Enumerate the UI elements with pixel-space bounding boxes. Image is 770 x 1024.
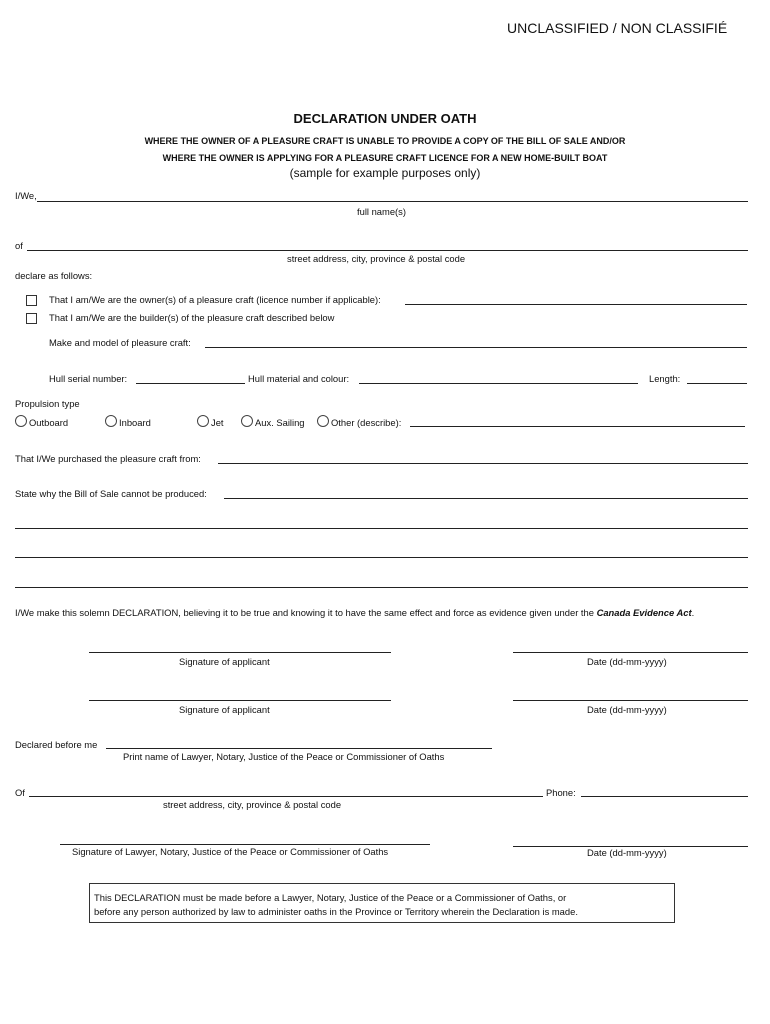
of-label: of — [15, 240, 23, 251]
form-subtitle-2: WHERE THE OWNER IS APPLYING FOR A PLEASURE CRAFT LICENCE FOR A NEW HOME-BUILT BOAT — [162, 153, 608, 163]
length-field[interactable] — [687, 383, 747, 384]
classification-label: UNCLASSIFIED / NON CLASSIFIÉ — [507, 20, 728, 36]
bill-of-sale-field-4[interactable] — [15, 587, 748, 588]
iwe-label: I/We, — [15, 190, 37, 201]
other-describe-field[interactable] — [410, 426, 745, 427]
official-signature-caption: Signature of Lawyer, Notary, Justice of the Peace or Commissioner of Oaths — [72, 846, 389, 857]
official-name-caption: Print name of Lawyer, Notary, Justice of the Peace or Commissioner of Oaths — [123, 751, 445, 762]
hull-material-field[interactable] — [359, 383, 638, 384]
builder-checkbox[interactable] — [26, 313, 37, 324]
make-model-label: Make and model of pleasure craft: — [49, 337, 191, 348]
bill-of-sale-label: State why the Bill of Sale cannot be produced: — [15, 488, 207, 499]
notice-line-2: before any person authorized by law to administer oaths in the Province or Territory wherein the Declaration is made. — [94, 906, 578, 917]
official-address-field[interactable] — [29, 796, 543, 797]
solemn-end: . — [691, 607, 695, 618]
sample-note: (sample for example purposes only) — [289, 166, 481, 180]
licence-number-field[interactable] — [405, 304, 747, 305]
radio-other[interactable] — [317, 415, 401, 428]
propulsion-label: Propulsion type — [15, 398, 80, 409]
radio-jet-label: Jet — [211, 417, 224, 428]
bill-of-sale-field-3[interactable] — [15, 557, 748, 558]
official-name-field[interactable] — [106, 748, 492, 749]
applicant-date-caption-2: Date (dd-mm-yyyy) — [587, 704, 667, 715]
declare-label: declare as follows: — [15, 270, 93, 281]
radio-aux-sailing-icon — [241, 415, 253, 427]
full-name-caption: full name(s) — [357, 206, 406, 217]
form-title: DECLARATION UNDER OATH — [293, 111, 477, 126]
make-model-field[interactable] — [205, 347, 747, 348]
radio-other-icon — [317, 415, 329, 427]
address-field[interactable] — [27, 250, 748, 251]
phone-field[interactable] — [581, 796, 748, 797]
solemn-text: I/We make this solemn DECLARATION, believing it to be true and knowing it to have the same effect and force as evidence given under the — [15, 607, 594, 618]
radio-aux-sailing-label: Aux. Sailing — [255, 417, 305, 428]
hull-serial-label: Hull serial number: — [49, 373, 128, 384]
official-address-caption: street address, city, province & postal code — [163, 799, 342, 810]
applicant-signature-caption-1: Signature of applicant — [179, 656, 270, 667]
applicant-date-caption-1: Date (dd-mm-yyyy) — [587, 656, 667, 667]
applicant-signature-field-2[interactable] — [89, 700, 391, 701]
bill-of-sale-field-2[interactable] — [15, 528, 748, 529]
length-label: Length: — [649, 373, 681, 384]
official-of-label: Of — [15, 787, 25, 798]
official-signature-field[interactable] — [60, 844, 430, 845]
notice-line-1: This DECLARATION must be made before a Lawyer, Notary, Justice of the Peace or a Commissioner of Oaths, or — [94, 892, 567, 903]
radio-other-label: Other (describe): — [331, 417, 402, 428]
bill-of-sale-field-1[interactable] — [224, 498, 748, 499]
radio-jet[interactable] — [197, 415, 224, 428]
owner-checkbox[interactable] — [26, 295, 37, 306]
radio-outboard-label: Outboard — [29, 417, 69, 428]
applicant-signature-caption-2: Signature of applicant — [179, 704, 270, 715]
full-name-field[interactable] — [37, 201, 748, 202]
radio-inboard-label: Inboard — [119, 417, 151, 428]
canada-evidence-act: Canada Evidence Act — [596, 607, 692, 618]
official-date-caption: Date (dd-mm-yyyy) — [587, 847, 667, 858]
applicant-signature-field-1[interactable] — [89, 652, 391, 653]
applicant-date-field-1[interactable] — [513, 652, 748, 653]
declared-before-label: Declared before me — [15, 739, 98, 750]
builder-label: That I am/We are the builder(s) of the pleasure craft described below — [49, 312, 335, 323]
owner-label: That I am/We are the owner(s) of a pleasure craft (licence number if applicable): — [49, 294, 381, 305]
radio-aux-sailing[interactable] — [241, 415, 305, 428]
purchased-from-label: That I/We purchased the pleasure craft from: — [15, 453, 201, 464]
notice-box — [89, 883, 675, 923]
solemn-declaration — [15, 607, 694, 618]
radio-inboard[interactable] — [105, 415, 151, 428]
radio-outboard-icon — [15, 415, 27, 427]
applicant-date-field-2[interactable] — [513, 700, 748, 701]
purchased-from-field[interactable] — [218, 463, 748, 464]
radio-inboard-icon — [105, 415, 117, 427]
hull-material-label: Hull material and colour: — [248, 373, 350, 384]
phone-label: Phone: — [546, 787, 576, 798]
radio-outboard[interactable] — [15, 415, 68, 428]
form-subtitle-1: WHERE THE OWNER OF A PLEASURE CRAFT IS UNABLE TO PROVIDE A COPY OF THE BILL OF SALE AND/OR — [144, 136, 626, 146]
address-caption: street address, city, province & postal code — [287, 253, 466, 264]
hull-serial-field[interactable] — [136, 383, 245, 384]
radio-jet-icon — [197, 415, 209, 427]
